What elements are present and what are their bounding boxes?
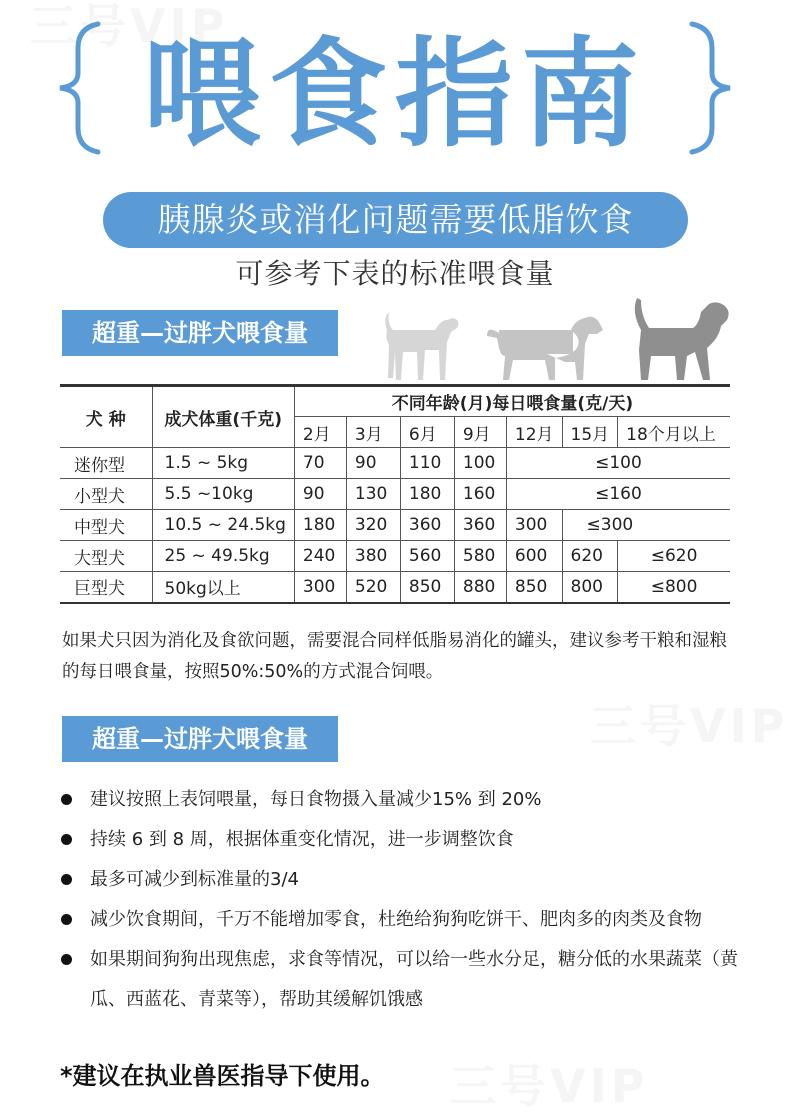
- weight-cell: 50kg以上: [152, 572, 294, 603]
- bullet-icon: [61, 794, 72, 805]
- table-row: [60, 510, 730, 541]
- tip-text: 如果期间狗狗出现焦虑，求食等情况，可以给一些水分足，糖分低的水果蔬菜（黄瓜、西蓝花、青菜等），帮助其缓解饥饿感: [90, 949, 738, 1010]
- value-cell: 600: [506, 541, 562, 572]
- value-cell: 180: [400, 479, 454, 510]
- breed-cell: 迷你型: [60, 448, 152, 479]
- right-brace-icon: [682, 18, 742, 158]
- feeding-table: [60, 384, 730, 604]
- value-cell: 580: [454, 541, 506, 572]
- col-header-weight: 成犬体重(千克): [152, 386, 294, 448]
- value-cell: ≤160: [506, 479, 730, 510]
- bullet-icon: [61, 834, 72, 845]
- value-cell: 380: [346, 541, 400, 572]
- breed-cell: 中型犬: [60, 510, 152, 541]
- breed-cell: 大型犬: [60, 541, 152, 572]
- weight-cell: 25 ~ 49.5kg: [152, 541, 294, 572]
- value-cell: 360: [454, 510, 506, 541]
- value-cell: 300: [506, 510, 562, 541]
- value-cell: 300: [294, 572, 346, 603]
- breed-cell: 小型犬: [60, 479, 152, 510]
- section-heading-table: 超重—过胖犬喂食量: [62, 310, 338, 356]
- value-cell: ≤800: [618, 572, 730, 603]
- age-header: 2月: [294, 417, 346, 448]
- value-cell: 360: [400, 510, 454, 541]
- age-header: 12月: [506, 417, 562, 448]
- dog-icon-medium: [487, 317, 603, 380]
- tip-text: 持续 6 到 8 周，根据体重变化情况，进一步调整饮食: [90, 829, 514, 850]
- col-header-breed: 犬 种: [60, 386, 152, 448]
- weight-cell: 1.5 ~ 5kg: [152, 448, 294, 479]
- tips-list: [60, 780, 740, 1020]
- weight-cell: 5.5 ~10kg: [152, 479, 294, 510]
- value-cell: 850: [506, 572, 562, 603]
- weight-cell: 10.5 ~ 24.5kg: [152, 510, 294, 541]
- watermark: 三号VIP: [30, 0, 229, 53]
- watermark: 三号VIP: [590, 699, 789, 753]
- title-block: [0, 18, 790, 168]
- page-title: 喂食指南: [142, 25, 647, 163]
- value-cell: 100: [454, 448, 506, 479]
- subtitle-secondary: 可参考下表的标准喂食量: [235, 257, 555, 290]
- breed-cell: 巨型犬: [60, 572, 152, 603]
- value-cell: 560: [400, 541, 454, 572]
- table-row: [60, 479, 730, 510]
- tip-text: 减少饮食期间，千万不能增加零食，杜绝给狗狗吃饼干、肥肉多的肉类及食物: [90, 909, 702, 930]
- list-item: [60, 820, 740, 860]
- value-cell: 90: [346, 448, 400, 479]
- col-header-age-group: 不同年龄(月)每日喂食量(克/天): [294, 386, 730, 417]
- dog-icon-large: [635, 298, 729, 380]
- table-row: [60, 541, 730, 572]
- value-cell: 70: [294, 448, 346, 479]
- dog-icon-small: [385, 312, 458, 380]
- list-item: [60, 900, 740, 940]
- list-item: [60, 780, 740, 820]
- list-item: [60, 860, 740, 900]
- watermark: 三号VIP: [450, 1059, 649, 1113]
- section-heading-tips: 超重—过胖犬喂食量: [62, 716, 338, 762]
- age-header: 9月: [454, 417, 506, 448]
- bullet-icon: [61, 954, 72, 965]
- value-cell: 240: [294, 541, 346, 572]
- value-cell: 800: [562, 572, 618, 603]
- value-cell: 520: [346, 572, 400, 603]
- mixing-note: 如果犬只因为消化及食欲问题，需要混合同样低脂易消化的罐头，建议参考干粮和湿粮的每日喂食量，按照50%:50%的方式混合饲喂。: [62, 631, 727, 682]
- value-cell: ≤620: [618, 541, 730, 572]
- age-header: 6月: [400, 417, 454, 448]
- value-cell: 90: [294, 479, 346, 510]
- value-cell: 130: [346, 479, 400, 510]
- tip-text: 最多可减少到标准量的3/4: [90, 869, 299, 890]
- list-item: [60, 940, 740, 1020]
- age-header: 3月: [346, 417, 400, 448]
- value-cell: ≤100: [506, 448, 730, 479]
- value-cell: 880: [454, 572, 506, 603]
- value-cell: 180: [294, 510, 346, 541]
- age-header: 18个月以上: [618, 417, 730, 448]
- tip-text: 建议按照上表饲喂量，每日食物摄入量减少15% 到 20%: [90, 789, 542, 810]
- bullet-icon: [61, 914, 72, 925]
- value-cell: 110: [400, 448, 454, 479]
- value-cell: ≤300: [562, 510, 730, 541]
- value-cell: 320: [346, 510, 400, 541]
- disclaimer: *建议在执业兽医指导下使用。: [60, 1062, 385, 1090]
- bullet-icon: [61, 874, 72, 885]
- table-row: [60, 448, 730, 479]
- age-header: 15月: [562, 417, 618, 448]
- value-cell: 620: [562, 541, 618, 572]
- subtitle-banner: 胰腺炎或消化问题需要低脂饮食: [103, 192, 688, 248]
- dog-silhouettes: [375, 290, 735, 385]
- value-cell: 160: [454, 479, 506, 510]
- table-row: [60, 572, 730, 603]
- value-cell: 850: [400, 572, 454, 603]
